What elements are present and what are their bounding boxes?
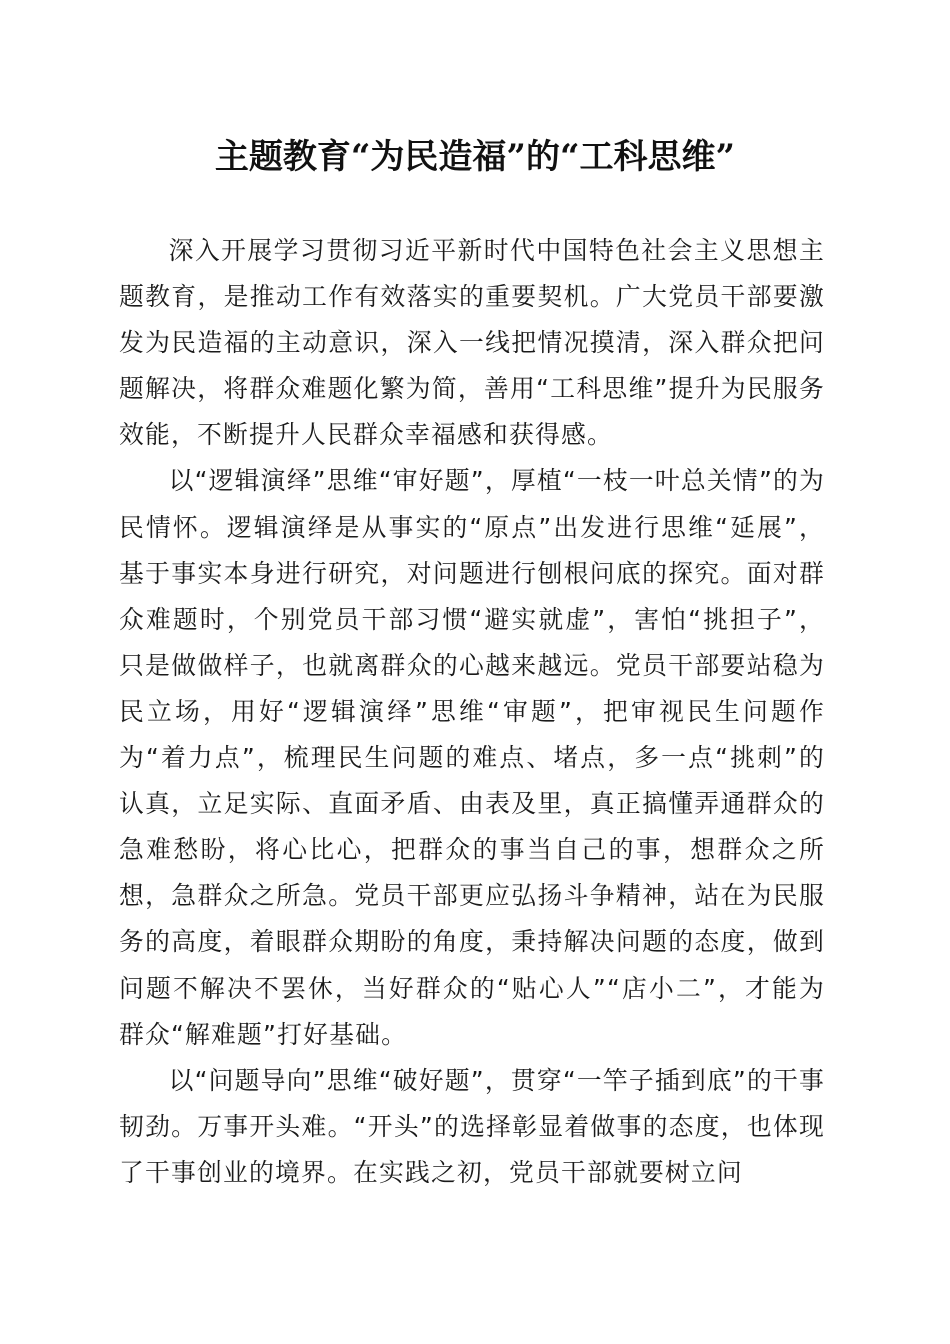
document-title: 主题教育“为民造福”的“工科思维” [214, 137, 736, 177]
document-body [119, 228, 825, 1196]
paragraph-problem-oriented: 以“问题导向”思维“破好题”，贯穿“一竿子插到底”的干事韧劲。万事开头难。“开头”的选择彰显着做事的态度，也体现了干事创业的境界。在实践之初，党员干部就要树立问 [119, 1065, 825, 1187]
paragraph-intro: 深入开展学习贯彻习近平新时代中国特色社会主义思想主题教育，是推动工作有效落实的重要契机。广大党员干部要激发为民造福的主动意识，深入一线把情况摸清，深入群众把问题解决，将群众难题化繁为简，善用“工科思维”提升为民服务效能，不断提升人民群众幸福感和获得感。 [119, 236, 825, 450]
paragraph-logic-deduction: 以“逻辑演绎”思维“审好题”，厚植“一枝一叶总关情”的为民情怀。逻辑演绎是从事实的“原点”出发进行思维“延展”，基于事实本身进行研究，对问题进行刨根问底的探究。面对群众难题时，个别党员干部习惯“避实就虚”，害怕“挑担子”，只是做做样子，也就离群众的心越来越远。党员干部要站稳为民立场，用好“逻辑演绎”思维“审题”，把审视民生问题作为“着力点”，梳理民生问题的难点、堵点，多一点“挑刺”的认真，立足实际、直面矛盾、由表及里，真正搞懂弄通群众的急难愁盼，将心比心，把群众的事当自己的事，想群众之所想，急群众之所急。党员干部更应弘扬斗争精神，站在为民服务的高度，着眼群众期盼的角度，秉持解决问题的态度，做到问题不解决不罢休，当好群众的“贴心人”“店小二”，才能为群众“解难题”打好基础。 [119, 466, 825, 1049]
